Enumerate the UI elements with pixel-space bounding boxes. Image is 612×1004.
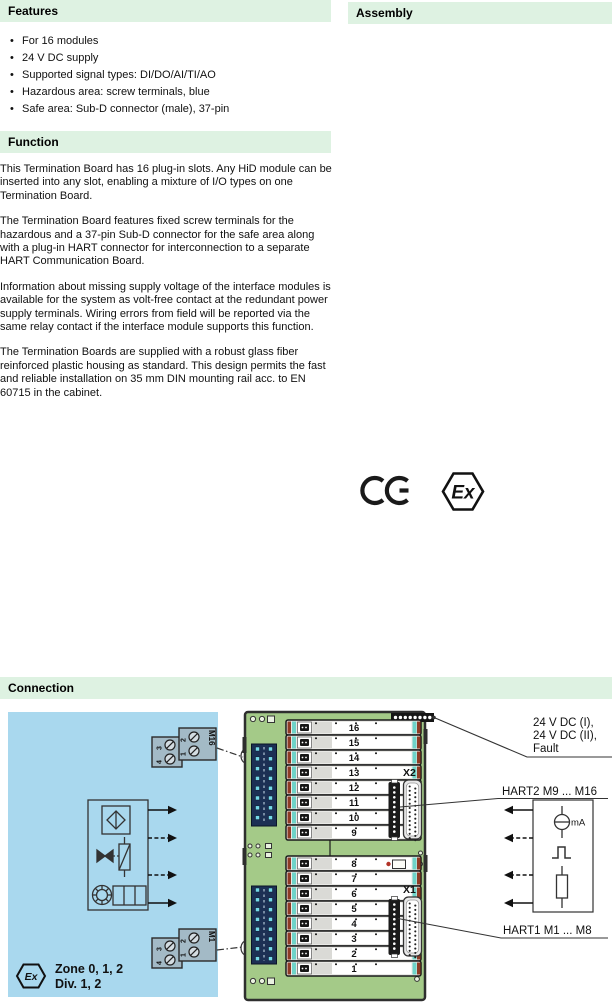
- field-terminal-strip-top: [252, 744, 277, 826]
- x2-label: X2: [403, 767, 416, 779]
- slot-label: 9: [351, 828, 357, 840]
- section-header-function: [0, 131, 331, 153]
- termination-board: [243, 712, 435, 1000]
- list-item: • Safe area: Sub-D connector (male), 37-pin: [0, 101, 331, 118]
- slot-label: 7: [351, 874, 357, 886]
- supply-label-line2: 24 V DC (II),: [533, 730, 597, 742]
- section-title: Connection: [8, 681, 74, 695]
- slot-label: 15: [348, 738, 360, 750]
- ce-mark-icon: [362, 478, 408, 503]
- terminal-number: 1: [180, 752, 188, 756]
- slot-label: 8: [351, 859, 357, 871]
- function-text: [0, 163, 332, 412]
- paragraph: Information about missing supply voltage of the interface modules is available for the system as volt-free contact at the redundant power supply terminals. Wiring errors from field will be reported via the same relay contact if the interface module supports this function.: [0, 280, 331, 334]
- fault-label: Fault: [533, 743, 559, 755]
- slot-label: 14: [348, 753, 360, 765]
- slot-label: 11: [348, 798, 360, 810]
- terminal-number: 1: [180, 953, 188, 957]
- features-list: [0, 33, 331, 118]
- terminal-number: 4: [156, 760, 164, 764]
- section-title: Features: [8, 4, 59, 18]
- terminal-number: 2: [180, 738, 188, 742]
- terminal-number: 3: [156, 947, 164, 951]
- slot-label: 13: [348, 768, 360, 780]
- slot-label: 10: [348, 813, 360, 825]
- hart1-label: HART1 M1 ... M8: [503, 925, 592, 937]
- terminal-number: 4: [156, 961, 164, 965]
- list-item: • Hazardous area: screw terminals, blue: [0, 84, 331, 101]
- zone-label: Zone 0, 1, 2: [55, 962, 124, 976]
- terminal-number: 3: [156, 746, 164, 750]
- connection-diagram: [0, 704, 612, 1004]
- hart1-connector: [389, 899, 401, 955]
- section-header-connection: [0, 677, 612, 699]
- slot-label: 2: [351, 949, 357, 961]
- hart2-connector: [389, 782, 401, 838]
- safe-area-signal-box: [504, 800, 593, 912]
- slot-label: 4: [351, 919, 357, 931]
- paragraph: The Termination Boards are supplied with a robust glass fiber reinforced plastic housing as standard. This design permits the fast and reliable installation on 35 mm DIN mounting rail acc. to EN 60715 in the cabinet.: [0, 346, 326, 399]
- module-label: M16: [207, 730, 216, 746]
- hart2-label: HART2 M9 ... M16: [502, 786, 598, 798]
- slot-label: 1: [351, 964, 357, 976]
- slot-label: 12: [348, 783, 360, 795]
- section-title: Assembly: [356, 6, 413, 20]
- ex-hazard-text: Ex: [24, 971, 38, 983]
- field-terminal-strip-bottom: [252, 886, 277, 964]
- terminal-number: 2: [180, 939, 188, 943]
- slot-label: 6: [351, 889, 357, 901]
- ex-mark-icon: [443, 474, 483, 510]
- x1-label: X1: [403, 884, 416, 896]
- paragraph: This Termination Board has 16 plug-in slots. Any HiD module can be inserted into any slot, enabling a mixture of I/O types on one Termination Board.: [0, 163, 332, 202]
- module-label: M1: [207, 931, 216, 943]
- supply-label-line1: 24 V DC (I),: [533, 717, 594, 729]
- list-item: • 24 V DC supply: [0, 50, 331, 67]
- ma-label: mA: [571, 817, 586, 829]
- list-item: • For 16 modules: [0, 33, 331, 50]
- paragraph: The Termination Board features fixed screw terminals for the hazardous and a 37-pin Sub-D connector for the safe area along with a plug-in HART connector for interconnection to a separate HART Communication Board.: [0, 215, 315, 268]
- safe-signal-arrows: [504, 806, 533, 907]
- section-header-assembly: [348, 2, 612, 24]
- certification-marks: [355, 465, 500, 520]
- slot-label: 3: [351, 934, 357, 946]
- section-header-features: [0, 0, 331, 22]
- slot-label: 5: [351, 904, 357, 916]
- module-slots-top: [286, 720, 421, 840]
- slot-label: 16: [348, 723, 360, 735]
- division-label: Div. 1, 2: [55, 977, 102, 991]
- section-title: Function: [8, 135, 59, 149]
- module-slots-bottom: [286, 856, 421, 976]
- list-item: • Supported signal types: DI/DO/AI/TI/AO: [0, 67, 331, 84]
- ex-mark-text: Ex: [451, 482, 475, 504]
